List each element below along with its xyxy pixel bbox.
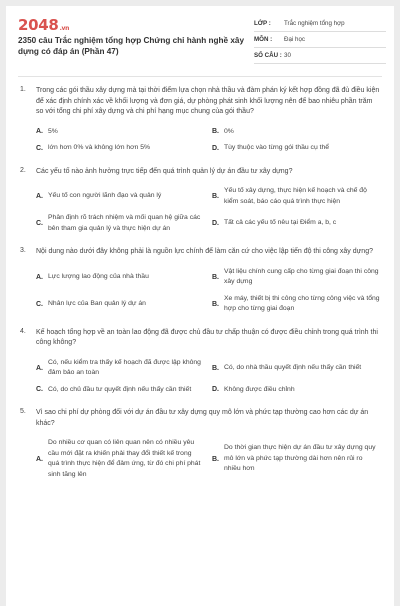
option-letter: C. (36, 220, 43, 227)
option-letter: B. (212, 273, 219, 281)
option-text: Có, nếu kiểm tra thấy kế hoạch đã được lập không đảm bảo an toàn (48, 358, 201, 376)
question-text: Nội dung nào dưới đây không phải là nguồn lực chính để làm căn cứ cho việc lập tiến độ thi công xây dựng? (36, 248, 373, 255)
option-letter: A. (36, 273, 43, 281)
site-logo[interactable] (18, 16, 69, 34)
meta-value: Trắc nghiệm tổng hợp (284, 20, 345, 27)
option-b[interactable] (212, 127, 380, 138)
option-d[interactable] (212, 213, 380, 234)
option-text: Do thời gian thực hiện dự án đầu tư xây dựng quy mô lớn và phức tạp thường dài hơn nên rủi ro nhiều hơn (224, 444, 376, 473)
option-c[interactable] (36, 294, 204, 315)
option-a[interactable] (36, 127, 204, 138)
meta-row-class (254, 16, 386, 32)
option-letter: A. (36, 455, 43, 463)
option-b[interactable] (212, 438, 380, 480)
option-letter: B. (212, 128, 219, 136)
question-text: Vì sao chi phí dự phòng đối với dự án đầu tư xây dựng quy mô lớn và phức tạp thường cao hơn các dự án khác? (36, 409, 369, 427)
option-text: Yếu tố xây dựng, thực hiện kế hoạch và chế độ kiểm soát, báo cáo quá trình thực hiện (224, 187, 367, 205)
option-d[interactable] (212, 385, 380, 396)
question-text: Trong các gói thầu xây dựng mà tại thời điểm lựa chọn nhà thầu và đàm phán ký kết hợp đồng đã đủ điều kiện để xác định chính xác về khối lượng và đơn giá, dự phòng phát sinh khối lượng nên để bao nhiêu phần trăm so với tổng chi phí xây dựng và chi phí hạng mục chung của gói thầu? (36, 87, 380, 115)
question-item (6, 408, 394, 480)
option-text: Lực lượng lao động của nhà thầu (48, 272, 149, 280)
question-number: 5. (20, 408, 26, 415)
meta-key: MÔN : (254, 36, 273, 43)
option-text: Yếu tố con người lãnh đạo và quản lý (48, 192, 162, 200)
option-letter: C. (36, 386, 43, 394)
option-text: Nhân lực của Ban quản lý dự án (48, 299, 146, 307)
question-text: Các yếu tố nào ảnh hưởng trực tiếp đến quá trình quản lý dự án đầu tư xây dựng? (36, 167, 293, 175)
option-letter: C. (36, 144, 43, 152)
option-letter: A. (36, 193, 43, 200)
document-header (6, 6, 394, 68)
question-item (6, 328, 394, 396)
question-number: 4. (20, 327, 26, 335)
option-text: 0% (224, 127, 234, 135)
option-a[interactable] (36, 267, 204, 288)
option-letter: D. (212, 144, 219, 152)
option-b[interactable] (212, 267, 380, 288)
meta-row-count (254, 48, 386, 64)
logo-suffix: .vn (59, 25, 70, 32)
option-text: Có, do chủ đầu tư quyết định nếu thấy cần thiết (48, 385, 192, 393)
option-letter: B. (212, 455, 219, 463)
option-b[interactable] (212, 358, 380, 379)
option-letter: C. (36, 300, 43, 308)
option-a[interactable] (36, 438, 204, 480)
option-text: Tất cả các yếu tố nêu tại Điểm a, b, c (224, 219, 337, 227)
option-text: Do nhiều cơ quan có liên quan nên có nhiều yêu cầu mới đặt ra khiến phải thay đổi thiết kế trong quá trình thực hiện để đảm ứng, từ đó chi phí phát sinh tăng lên (48, 439, 201, 478)
question-item (6, 167, 394, 235)
option-text: Phân định rõ trách nhiệm và mối quan hệ giữa các bên tham gia quản lý và thực hiện dự án (48, 214, 201, 232)
option-text: Xe máy, thiết bị thi công cho từng công việc và tổng hợp cho từng giai đoạn (224, 294, 380, 312)
option-c[interactable] (36, 143, 204, 154)
options-grid (36, 358, 380, 396)
options-grid (36, 186, 380, 234)
question-text: Kế hoạch tổng hợp về an toàn lao động đã được chủ đầu tư chấp thuận có được điều chỉnh trong quá trình thi công không? (36, 328, 378, 346)
meta-row-subject (254, 32, 386, 48)
option-letter: D. (212, 386, 219, 394)
question-list (6, 86, 394, 493)
options-grid (36, 438, 380, 480)
option-letter: B. (212, 193, 219, 200)
option-a[interactable] (36, 186, 204, 207)
meta-table (254, 16, 386, 64)
meta-key: SỐ CÂU : (254, 52, 282, 59)
options-grid (36, 267, 380, 315)
option-text: Có, do nhà thầu quyết định nếu thấy cần thiết (224, 363, 362, 371)
header-divider (18, 76, 382, 77)
option-letter: B. (212, 364, 219, 372)
logo-text: 2048 (18, 16, 59, 34)
option-letter: D. (212, 220, 219, 227)
question-number: 3. (20, 247, 26, 254)
option-c[interactable] (36, 213, 204, 234)
option-text: Không được điều chỉnh (224, 385, 295, 393)
option-d[interactable] (212, 294, 380, 315)
document-title: 2350 câu Trắc nghiệm tổng hợp Chứng chỉ hành nghề xây dựng có đáp án (Phần 47) (18, 36, 245, 56)
option-b[interactable] (212, 186, 380, 207)
option-letter: A. (36, 364, 43, 372)
meta-value: Đại học (284, 36, 305, 43)
option-c[interactable] (36, 385, 204, 396)
option-letter: B. (212, 300, 219, 308)
question-number: 2. (20, 166, 26, 174)
option-text: Vật liệu chính cung cấp cho từng giai đoạn thi công xây dựng (224, 267, 379, 285)
question-item (6, 247, 394, 315)
document-page (6, 6, 394, 606)
option-a[interactable] (36, 358, 204, 379)
question-item (6, 86, 394, 154)
options-grid (36, 127, 380, 154)
meta-key: LỚP : (254, 20, 271, 27)
option-text: Tùy thuộc vào từng gói thầu cụ thể (224, 144, 330, 151)
option-letter: A. (36, 128, 43, 136)
option-d[interactable] (212, 143, 380, 154)
option-text: 5% (48, 127, 58, 135)
meta-value: 30 (284, 52, 291, 59)
option-text: lớn hơn 0% và không lớn hơn 5% (48, 144, 151, 151)
question-number: 1. (20, 86, 26, 93)
